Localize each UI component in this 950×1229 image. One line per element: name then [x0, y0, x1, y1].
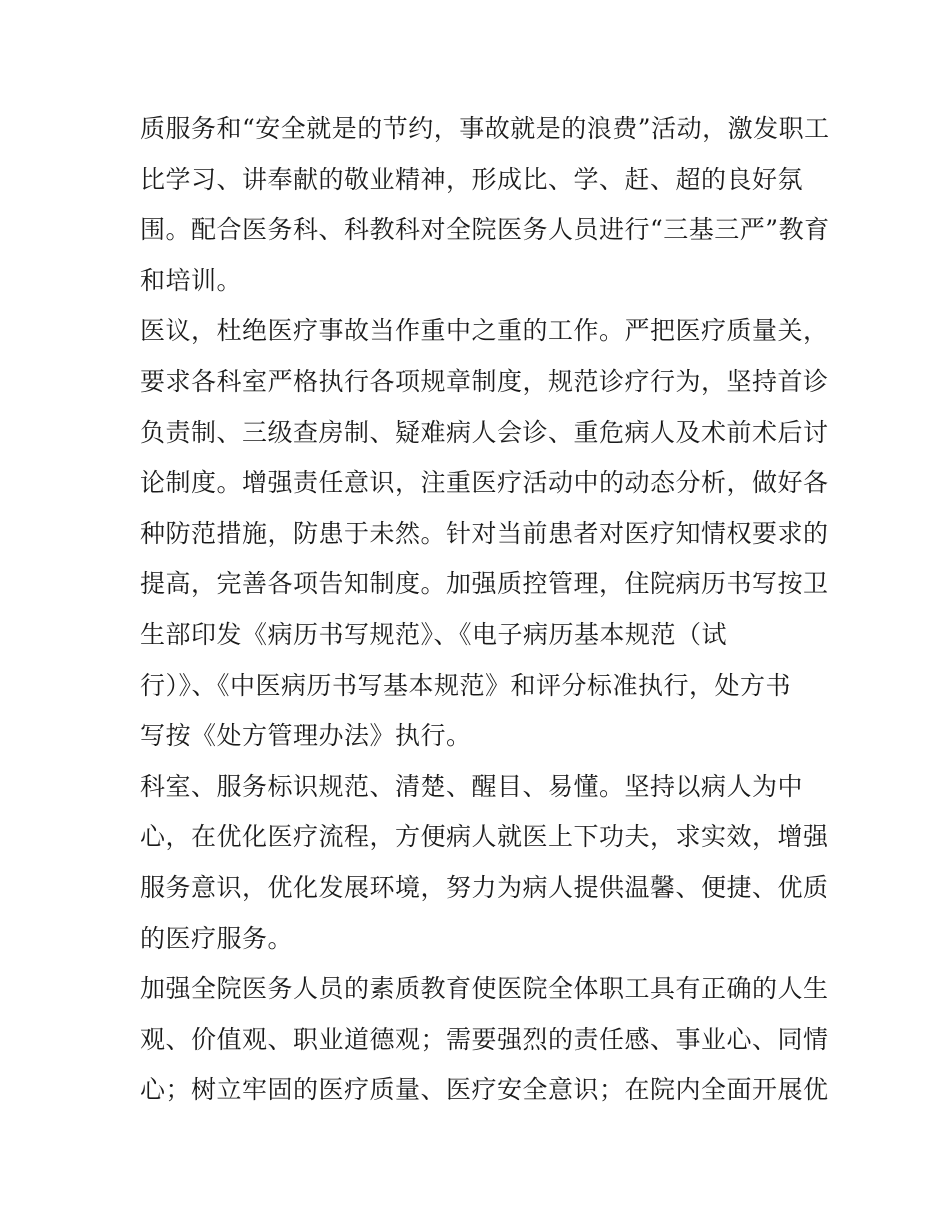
- text-line: 服务意识，优化发展环境，努力为病人提供温馨、便捷、优质: [140, 872, 829, 902]
- text-line: 医议，杜绝医疗事故当作重中之重的工作。严把医疗质量关，: [140, 316, 829, 346]
- text-line: 提高，完善各项告知制度。加强质控管理，住院病历书写按卫: [140, 569, 829, 599]
- text-line: 心，在优化医疗流程，方便病人就医上下功夫，求实效，增强: [140, 822, 829, 852]
- text-line: 生部印发《病历书写规范》、《电子病历基本规范（试: [140, 619, 728, 649]
- text-line: 论制度。增强责任意识，注重医疗活动中的动态分析，做好各: [140, 468, 829, 498]
- body-text: [140, 104, 830, 1116]
- text-line: 比学习、讲奉献的敬业精神，形成比、学、赶、超的良好氛: [140, 164, 804, 194]
- text-line: 写按《处方管理办法》执行。: [140, 721, 472, 751]
- text-line: 负责制、三级查房制、疑难病人会诊、重危病人及术前术后讨: [140, 417, 829, 447]
- text-line: 加强全院医务人员的素质教育使医院全体职工具有正确的人生: [140, 974, 829, 1004]
- text-line: 心；树立牢固的医疗质量、医疗安全意识；在院内全面开展优: [140, 1075, 829, 1105]
- text-line: 科室、服务标识规范、清楚、醒目、易懂。坚持以病人为中: [140, 771, 804, 801]
- text-line: 要求各科室严格执行各项规章制度，规范诊疗行为，坚持首诊: [140, 366, 829, 396]
- text-line: 质服务和“安全就是的节约，事故就是的浪费”活动，激发职工: [140, 114, 830, 143]
- text-line: 观、价值观、职业道德观；需要强烈的责任感、事业心、同情: [140, 1024, 829, 1054]
- text-line: 围。配合医务科、科教科对全院医务人员进行“三基三严”教育: [140, 215, 830, 245]
- text-line: 行）》、《中医病历书写基本规范》和评分标准执行，处方书: [140, 670, 792, 700]
- text-line: 和培训。: [140, 265, 243, 295]
- text-line: 的医疗服务。: [140, 923, 294, 953]
- text-line: 种防范措施，防患于未然。针对当前患者对医疗知情权要求的: [140, 518, 829, 548]
